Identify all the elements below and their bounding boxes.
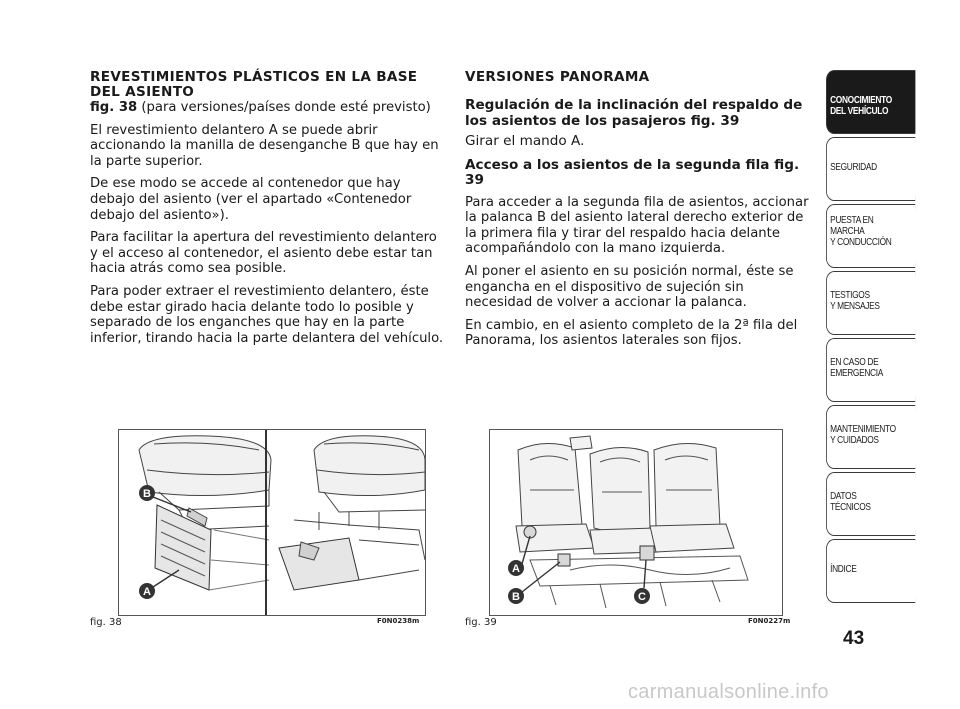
fig-note: (para versiones/países donde esté previsto) — [141, 100, 431, 115]
tab-testigos-y-mensajes[interactable]: TESTIGOS Y MENSAJES — [826, 271, 915, 335]
page-number: 43 — [843, 628, 865, 649]
right-column — [465, 70, 810, 356]
figure-code: F0N0227m — [748, 617, 791, 625]
label-b: B — [512, 591, 520, 603]
fig-ref-label: fig. 38 — [90, 100, 138, 115]
figure-38 — [118, 429, 426, 616]
tab-puesta-en-marcha[interactable]: PUESTA EN MARCHA Y CONDUCCIÓN — [826, 204, 915, 268]
figure-caption: fig. 38 — [90, 617, 122, 628]
paragraph: Para poder extraer el revestimiento delantero, éste debe estar girado hacia delante todo lo posible y separado de los enganches que hay en la parte inferior, tirando hacia la parte delantera del vehículo. — [90, 283, 444, 346]
tab-conocimiento-del-vehiculo[interactable]: CONOCIMIENTO DEL VEHÍCULO — [826, 70, 915, 134]
section-tabs — [826, 70, 916, 606]
label-c-badge — [634, 560, 650, 604]
section-heading-line2: DEL ASIENTO — [90, 84, 195, 100]
figure-code: F0N0238m — [377, 617, 420, 625]
paragraph: Al poner el asiento en su posición normal, éste se engancha en el dispositivo de sujeción sin necesidad de volver a accionar la palanca. — [465, 263, 794, 311]
tab-mantenimiento-y-cuidados[interactable]: MANTENIMIENTO Y CUIDADOS — [826, 405, 915, 469]
watermark: carmanualsonline.info — [628, 681, 829, 703]
label-c: C — [638, 591, 646, 603]
paragraph: Para facilitar la apertura del revestimiento delantero y el acceso al contenedor, el asiento debe estar tan hacia atrás como sea posible. — [90, 230, 437, 277]
label-a: A — [512, 563, 520, 575]
tab-indice[interactable]: ÍNDICE — [826, 539, 915, 603]
paragraph: El revestimiento delantero A se puede abrir accionando la manilla de desenganche B que hay en la parte superior. — [90, 122, 439, 169]
subheading: Regulación de la inclinación del respaldo de los asientos de los pasajeros fig. 39 — [465, 97, 803, 129]
paragraph: En cambio, en el asiento completo de la 2ª fila del Panorama, los asientos laterales son fijos. — [465, 317, 798, 349]
tab-en-caso-de-emergencia[interactable]: EN CASO DE EMERGENCIA — [826, 338, 915, 402]
figure-caption: fig. 39 — [465, 617, 497, 628]
label-a: A — [143, 586, 151, 598]
figure-39 — [489, 429, 783, 616]
fig-reference — [90, 100, 446, 116]
section-heading: VERSIONES PANORAMA — [465, 69, 650, 85]
paragraph: Para acceder a la segunda fila de asientos, accionar la palanca B del asiento lateral derecho exterior de la primera fila y tirar del respaldo hacia delante acompañándolo con la mano izquierda. — [465, 194, 809, 257]
tab-datos-tecnicos[interactable]: DATOS TÉCNICOS — [826, 472, 915, 536]
label-a-badge — [139, 570, 179, 599]
paragraph: Girar el mando A. — [465, 133, 585, 149]
label-b: B — [143, 488, 151, 500]
panorama-seats-illustration — [490, 430, 782, 615]
tab-seguridad[interactable]: SEGURIDAD — [826, 137, 915, 201]
left-column — [90, 70, 446, 353]
section-heading: REVESTIMIENTOS PLÁSTICOS EN LA BASE — [90, 69, 418, 85]
subheading: Acceso a los asientos de la segunda fila fig. 39 — [465, 156, 800, 189]
paragraph: De ese modo se accede al contenedor que hay debajo del asiento (ver el apartado «Contenedor debajo del asiento»). — [90, 176, 412, 223]
seat-base-illustration — [119, 430, 425, 615]
